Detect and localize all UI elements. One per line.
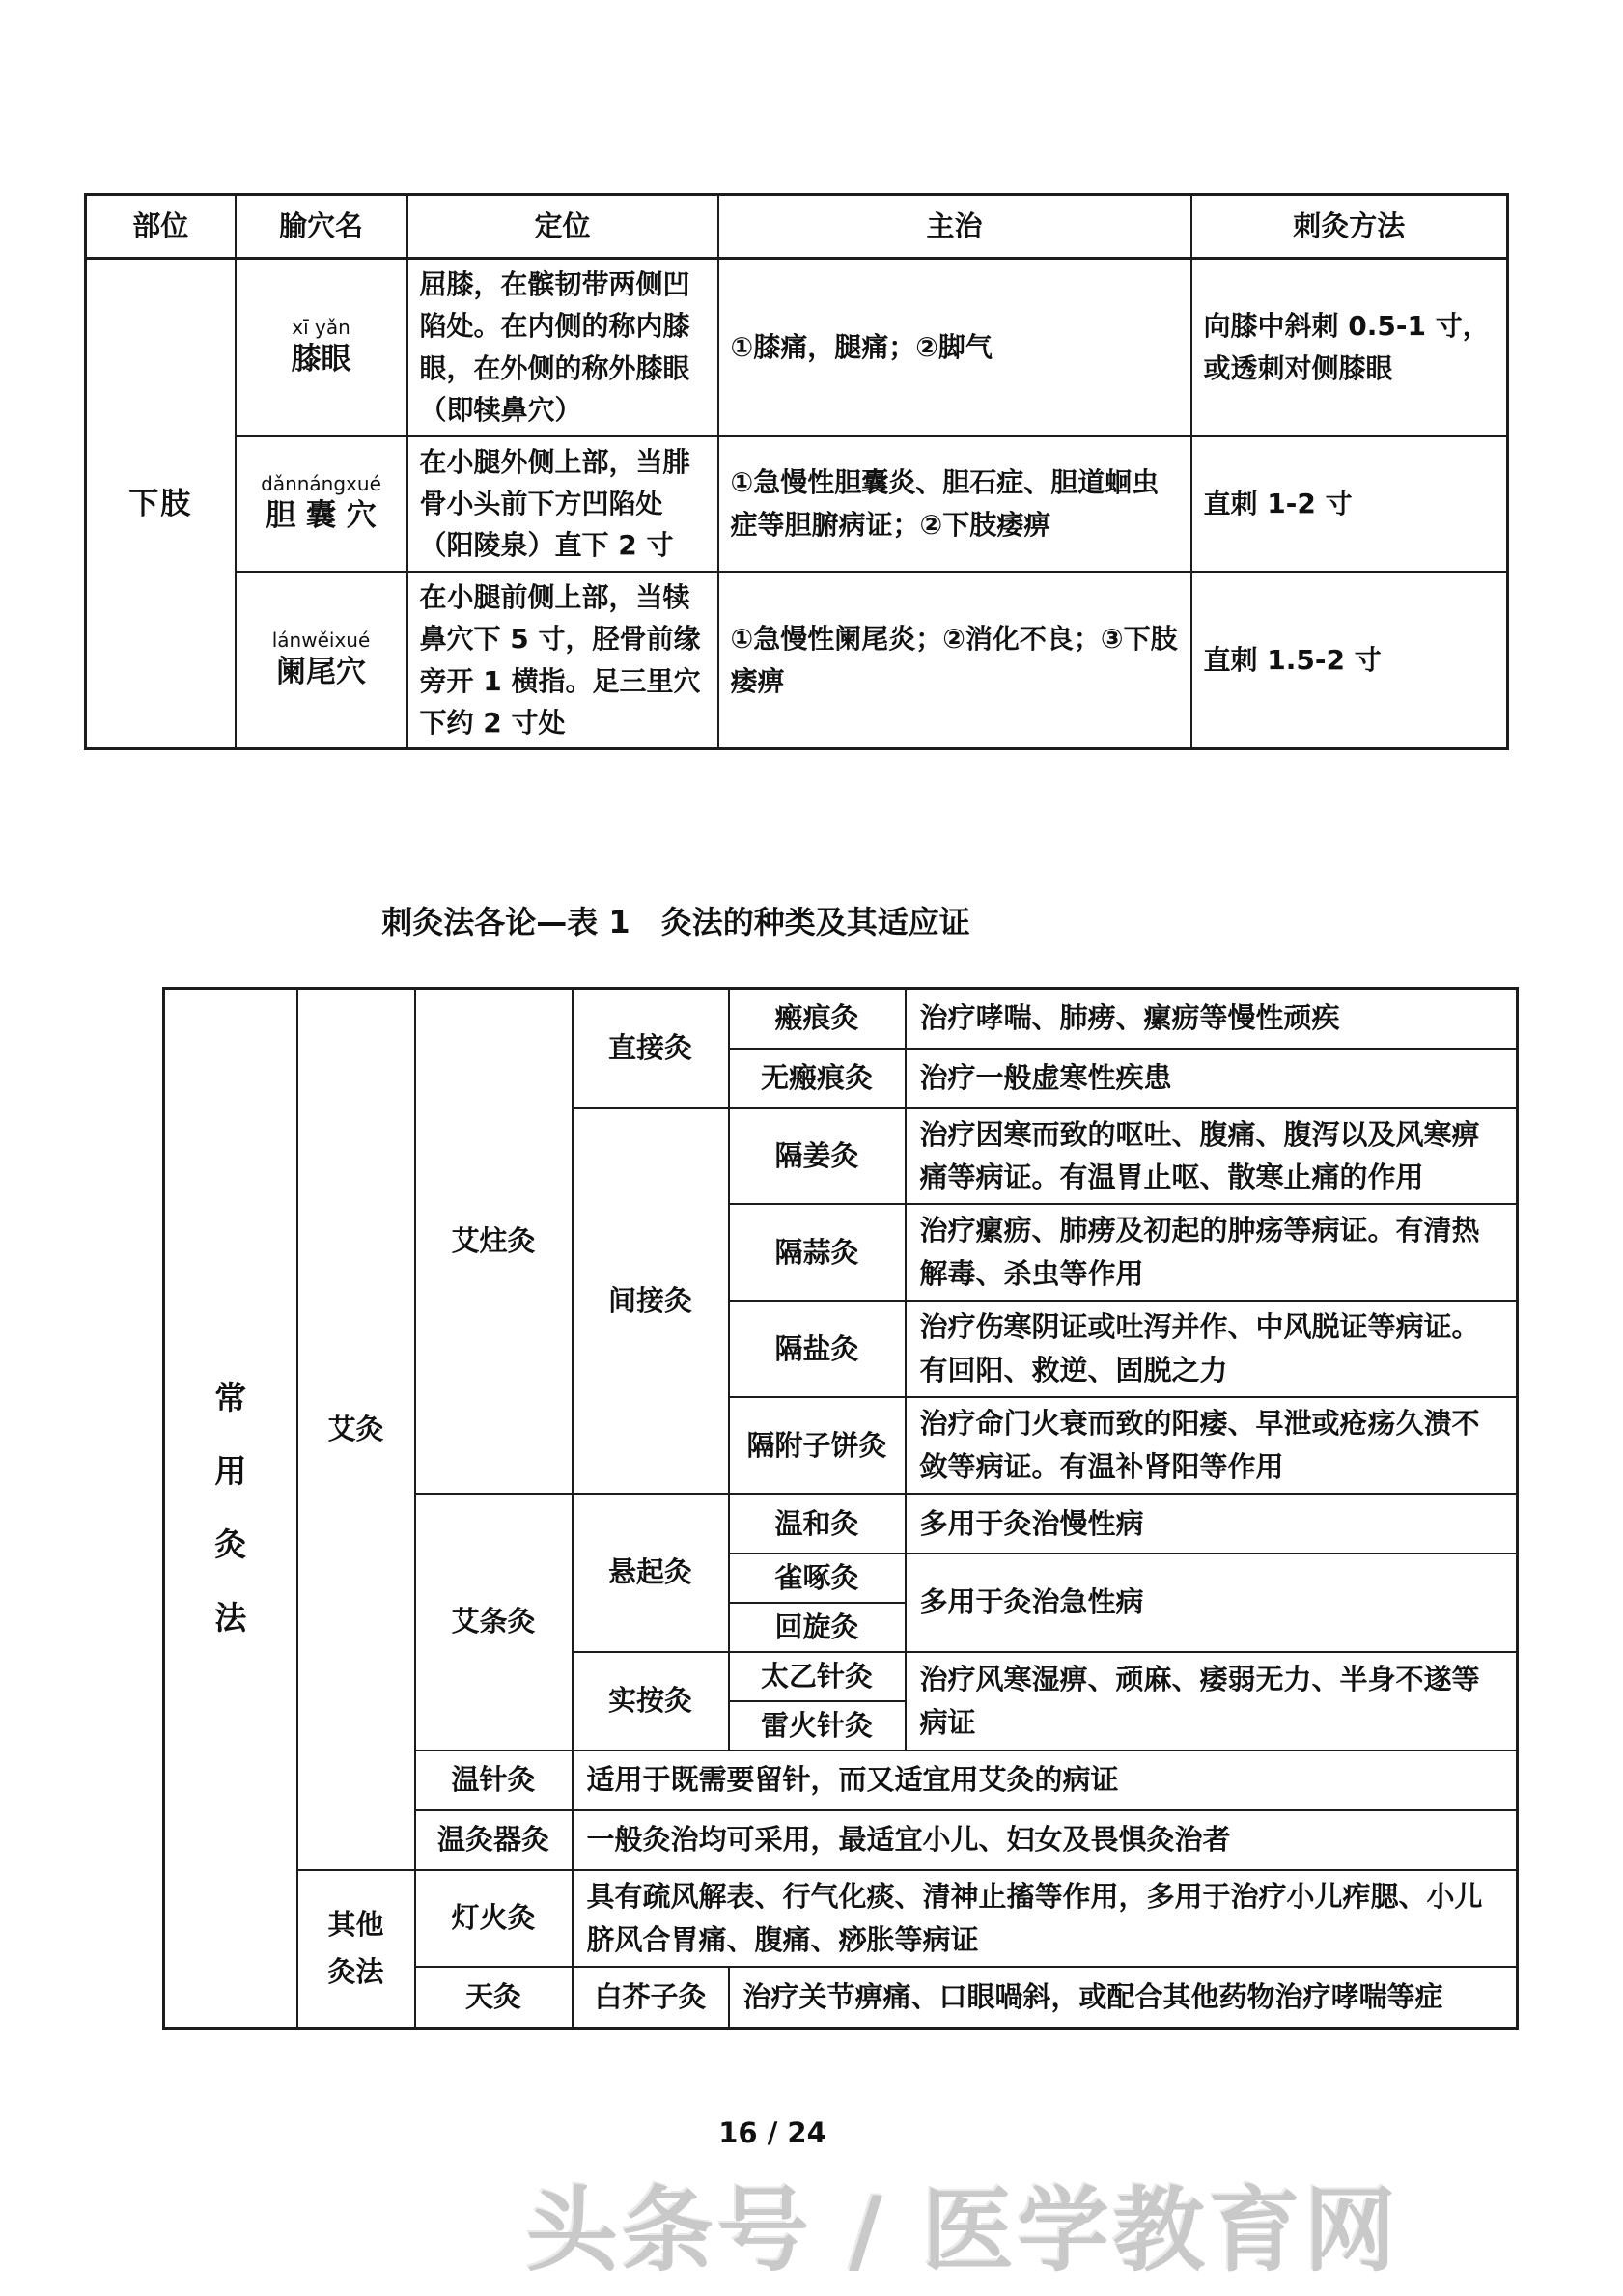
table-row xyxy=(164,989,1518,1049)
moxa-desc-cell: 多用于灸治急性病 xyxy=(906,1554,1518,1652)
table-row xyxy=(164,1870,1518,1967)
location-cell: 在小腿外侧上部，当腓骨小头前下方凹陷处（阳陵泉）直下 2 寸 xyxy=(407,436,718,572)
acupoint-name-cell xyxy=(236,572,407,749)
moxa-type-cell: 艾条灸 xyxy=(415,1494,573,1750)
indications-cell: ①膝痛，腿痛；②脚气 xyxy=(718,259,1191,436)
moxa-method-cell: 无瘢痕灸 xyxy=(729,1049,906,1108)
moxa-method-cell: 回旋灸 xyxy=(729,1603,906,1652)
row-group-cell xyxy=(164,989,297,2029)
moxa-type-cell: 灯火灸 xyxy=(415,1870,573,1967)
moxa-desc-cell: 治疗哮喘、肺痨、瘰疬等慢性顽疾 xyxy=(906,989,1518,1049)
moxa-subtype-cell: 悬起灸 xyxy=(573,1494,729,1652)
moxa-method-cell: 隔姜灸 xyxy=(729,1108,906,1205)
moxa-method-cell: 白芥子灸 xyxy=(573,1967,729,2029)
table-row xyxy=(86,259,1508,436)
table-row xyxy=(86,436,1508,572)
moxa-method-cell: 瘢痕灸 xyxy=(729,989,906,1049)
moxa-desc-cell: 具有疏风解表、行气化痰、清神止搐等作用，多用于治疗小儿痄腮、小儿脐风合胃痛、腹痛、痧胀等病证 xyxy=(573,1870,1518,1967)
watermark-text: 头条号 / 医学教育网 xyxy=(526,2178,1400,2284)
moxa-method-cell: 雀啄灸 xyxy=(729,1554,906,1603)
acupoint-table xyxy=(84,193,1509,750)
group-cell-qita xyxy=(297,1870,415,2029)
moxa-subtype-cell: 直接灸 xyxy=(573,989,729,1108)
header-method: 刺灸方法 xyxy=(1191,195,1508,259)
moxa-desc-cell: 治疗伤寒阴证或吐泻并作、中风脱证等病证。有回阳、救逆、固脱之力 xyxy=(906,1301,1518,1397)
method-cell: 直刺 1.5-2 寸 xyxy=(1191,572,1508,749)
acupoint-name-cell xyxy=(236,436,407,572)
moxa-desc-cell: 治疗一般虚寒性疾患 xyxy=(906,1049,1518,1108)
header-location: 定位 xyxy=(407,195,718,259)
moxa-desc-cell: 一般灸治均可采用，最适宜小儿、妇女及畏惧灸治者 xyxy=(573,1810,1518,1870)
indications-cell: ①急慢性胆囊炎、胆石症、胆道蛔虫症等胆腑病证；②下肢痿痹 xyxy=(718,436,1191,572)
moxa-desc-cell: 治疗关节痹痛、口眼喎斜，或配合其他药物治疗哮喘等症 xyxy=(729,1967,1518,2029)
method-cell: 向膝中斜刺 0.5-1 寸，或透刺对侧膝眼 xyxy=(1191,259,1508,436)
header-indications: 主治 xyxy=(718,195,1191,259)
moxa-desc-cell: 适用于既需要留针，而又适宜用艾灸的病证 xyxy=(573,1750,1518,1810)
group-label-qita: 其他灸法 xyxy=(327,1908,384,1989)
moxa-desc-cell: 治疗因寒而致的呕吐、腹痛、腹泻以及风寒痹痛等病证。有温胃止呕、散寒止痛的作用 xyxy=(906,1108,1518,1205)
moxa-type-cell: 温灸器灸 xyxy=(415,1810,573,1870)
moxa-desc-cell: 多用于灸治慢性病 xyxy=(906,1494,1518,1554)
header-region: 部位 xyxy=(86,195,236,259)
moxa-desc-cell: 治疗风寒湿痹、顽麻、痿弱无力、半身不遂等病证 xyxy=(906,1652,1518,1750)
moxibustion-table xyxy=(162,987,1519,2030)
acupoint-name: 胆 囊 穴 xyxy=(266,498,377,534)
moxa-method-cell: 温和灸 xyxy=(729,1494,906,1554)
acupoint-name-cell xyxy=(236,259,407,436)
header-point-name: 腧穴名 xyxy=(236,195,407,259)
moxa-subtype-cell: 实按灸 xyxy=(573,1652,729,1750)
location-cell: 屈膝，在髌韧带两侧凹陷处。在内侧的称内膝眼，在外侧的称外膝眼（即犊鼻穴） xyxy=(407,259,718,436)
moxa-type-cell: 温针灸 xyxy=(415,1750,573,1810)
moxa-method-cell: 隔蒜灸 xyxy=(729,1204,906,1301)
group-cell-aijiu: 艾灸 xyxy=(297,989,415,1870)
acupoint-pinyin: xī yǎn xyxy=(292,316,350,340)
moxa-method-cell: 隔附子饼灸 xyxy=(729,1397,906,1494)
moxa-method-cell: 隔盐灸 xyxy=(729,1301,906,1397)
table-row xyxy=(86,572,1508,749)
moxa-method-cell: 雷火针灸 xyxy=(729,1701,906,1750)
moxa-desc-cell: 治疗命门火衰而致的阳痿、早泄或疮疡久溃不敛等病证。有温补肾阳等作用 xyxy=(906,1397,1518,1494)
moxa-type-cell: 天灸 xyxy=(415,1967,573,2029)
indications-cell: ①急慢性阑尾炎；②消化不良；③下肢痿痹 xyxy=(718,572,1191,749)
location-cell: 在小腿前侧上部，当犊鼻穴下 5 寸，胫骨前缘旁开 1 横指。足三里穴下约 2 寸处 xyxy=(407,572,718,749)
acupoint-table-header-row xyxy=(86,195,1508,259)
moxa-method-cell: 太乙针灸 xyxy=(729,1652,906,1701)
section-title: 刺灸法各论—表 1 灸法的种类及其适应证 xyxy=(381,904,970,940)
method-cell: 直刺 1-2 寸 xyxy=(1191,436,1508,572)
moxa-type-cell: 艾炷灸 xyxy=(415,989,573,1495)
acupoint-pinyin: lánwěixué xyxy=(271,629,371,653)
page-number: 16 / 24 xyxy=(718,2116,826,2149)
moxa-desc-cell: 治疗瘰疬、肺痨及初起的肿疡等病证。有清热解毒、杀虫等作用 xyxy=(906,1204,1518,1301)
region-cell: 下肢 xyxy=(86,259,236,749)
row-group-label: 常用灸法 xyxy=(214,1379,247,1637)
acupoint-pinyin: dǎnnángxué xyxy=(261,472,381,496)
acupoint-name: 阑尾穴 xyxy=(276,655,366,690)
moxa-subtype-cell: 间接灸 xyxy=(573,1108,729,1495)
acupoint-name: 膝眼 xyxy=(291,342,351,378)
